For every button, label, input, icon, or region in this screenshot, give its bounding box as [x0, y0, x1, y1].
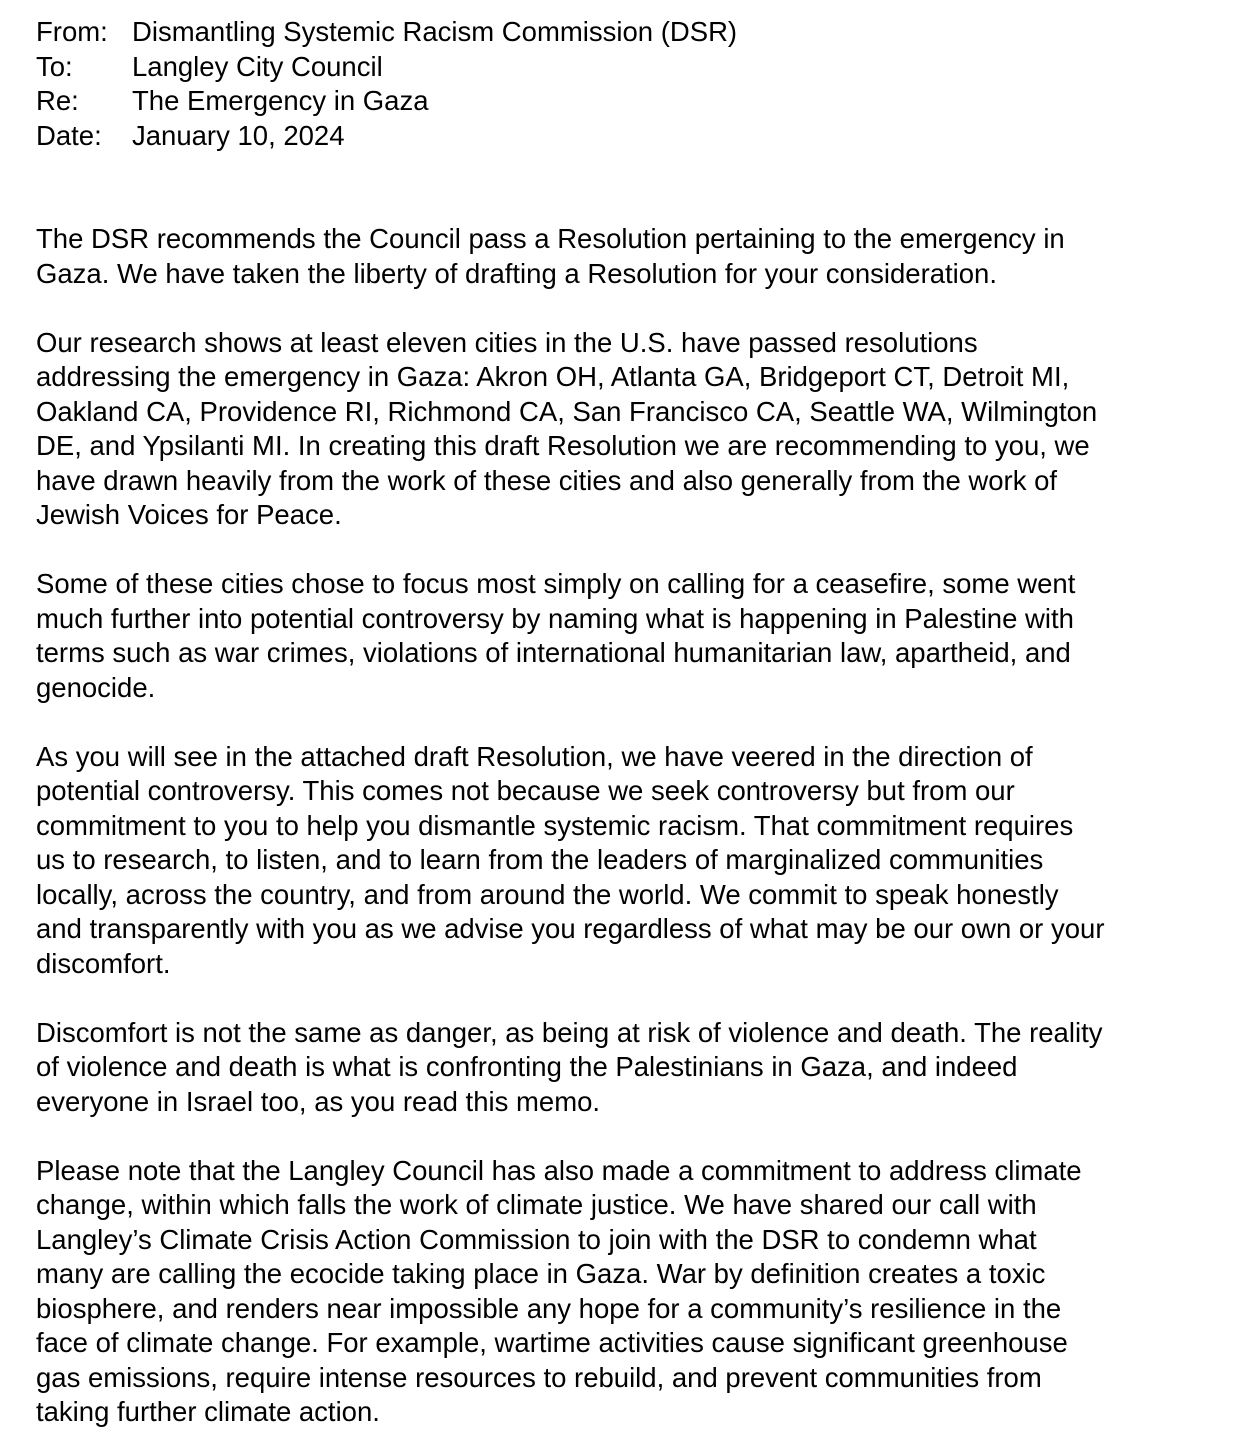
- paragraph-line: and transparently with you as we advise you regardless of what may be our own or your: [36, 913, 1105, 944]
- paragraph-line: gas emissions, require intense resources to rebuild, and prevent communities from: [36, 1361, 1042, 1393]
- paragraph-line: genocide.: [36, 671, 156, 703]
- paragraph-line: commitment to you to help you dismantle systemic racism. That commitment requires: [36, 809, 1074, 841]
- paragraph-line: taking further climate action.: [36, 1396, 380, 1427]
- paragraph-line: Oakland CA, Providence RI, Richmond CA, San Francisco CA, Seattle WA, Wilmington: [36, 395, 1098, 427]
- paragraph-line: As you will see in the attached draft Resolution, we have veered in the direction of: [36, 740, 1033, 772]
- memo-header: [36, 15, 1242, 153]
- body-paragraph: [36, 1154, 1242, 1430]
- paragraph-line: much further into potential controversy by naming what is happening in Palestine with: [36, 602, 1074, 634]
- paragraph-line: The DSR recommends the Council pass a Resolution pertaining to the emergency in: [36, 223, 1065, 254]
- paragraph-line: change, within which falls the work of climate justice. We have shared our call with: [36, 1189, 1037, 1220]
- header-value: Dismantling Systemic Racism Commission (DSR): [132, 16, 738, 47]
- body-paragraph: [36, 326, 1242, 533]
- paragraph-line: us to research, to listen, and to learn from the leaders of marginalized communities: [36, 844, 1044, 875]
- paragraph-line: everyone in Israel too, as you read this memo.: [36, 1085, 601, 1117]
- paragraph-line: locally, across the country, and from around the world. We commit to speak honestly: [36, 878, 1059, 910]
- paragraph-line: biosphere, and renders near impossible any hope for a community’s resilience in the: [36, 1292, 1062, 1324]
- paragraph-line: have drawn heavily from the work of these cities and also generally from the work of: [36, 464, 1058, 496]
- paragraph-line: Langley’s Climate Crisis Action Commission to join with the DSR to condemn what: [36, 1223, 1037, 1255]
- paragraph-line: Our research shows at least eleven cities in the U.S. have passed resolutions: [36, 326, 978, 358]
- header-from: [36, 15, 1242, 50]
- paragraph-line: Please note that the Langley Council has also made a commitment to address climate: [36, 1154, 1082, 1186]
- paragraph-line: terms such as war crimes, violations of international humanitarian law, apartheid, and: [36, 637, 1071, 668]
- body-paragraph: [36, 567, 1242, 705]
- paragraph-line: discomfort.: [36, 947, 171, 979]
- header-label: Re:: [36, 85, 79, 116]
- header-date: [36, 119, 1242, 154]
- body-paragraph: [36, 1016, 1242, 1120]
- paragraph-line: Gaza. We have taken the liberty of drafting a Resolution for your consideration.: [36, 257, 997, 289]
- header-label: To:: [36, 50, 73, 82]
- paragraph-line: addressing the emergency in Gaza: Akron OH, Atlanta GA, Bridgeport CT, Detroit MI,: [36, 361, 1070, 392]
- body-paragraph: [36, 740, 1242, 982]
- paragraph-line: Some of these cities chose to focus most simply on calling for a ceasefire, some went: [36, 568, 1076, 599]
- header-to: [36, 50, 1242, 85]
- paragraph-line: Discomfort is not the same as danger, as being at risk of violence and death. The reality: [36, 1016, 1103, 1048]
- memo-body: [36, 222, 1242, 1430]
- paragraph-line: DE, and Ypsilanti MI. In creating this draft Resolution we are recommending to you, we: [36, 430, 1090, 461]
- paragraph-line: many are calling the ecocide taking place in Gaza. War by definition creates a toxic: [36, 1258, 1046, 1289]
- paragraph-line: Jewish Voices for Peace.: [36, 499, 342, 530]
- header-value: January 10, 2024: [132, 119, 345, 151]
- paragraph-line: face of climate change. For example, wartime activities cause significant greenhouse: [36, 1327, 1068, 1358]
- body-paragraph: [36, 222, 1242, 291]
- header-value: The Emergency in Gaza: [132, 85, 429, 116]
- header-label: Date:: [36, 119, 102, 151]
- header-label: From:: [36, 16, 108, 47]
- paragraph-line: of violence and death is what is confronting the Palestinians in Gaza, and indeed: [36, 1051, 1018, 1082]
- header-value: Langley City Council: [132, 50, 383, 82]
- paragraph-line: potential controversy. This comes not because we seek controversy but from our: [36, 775, 1015, 806]
- header-re: [36, 84, 1242, 119]
